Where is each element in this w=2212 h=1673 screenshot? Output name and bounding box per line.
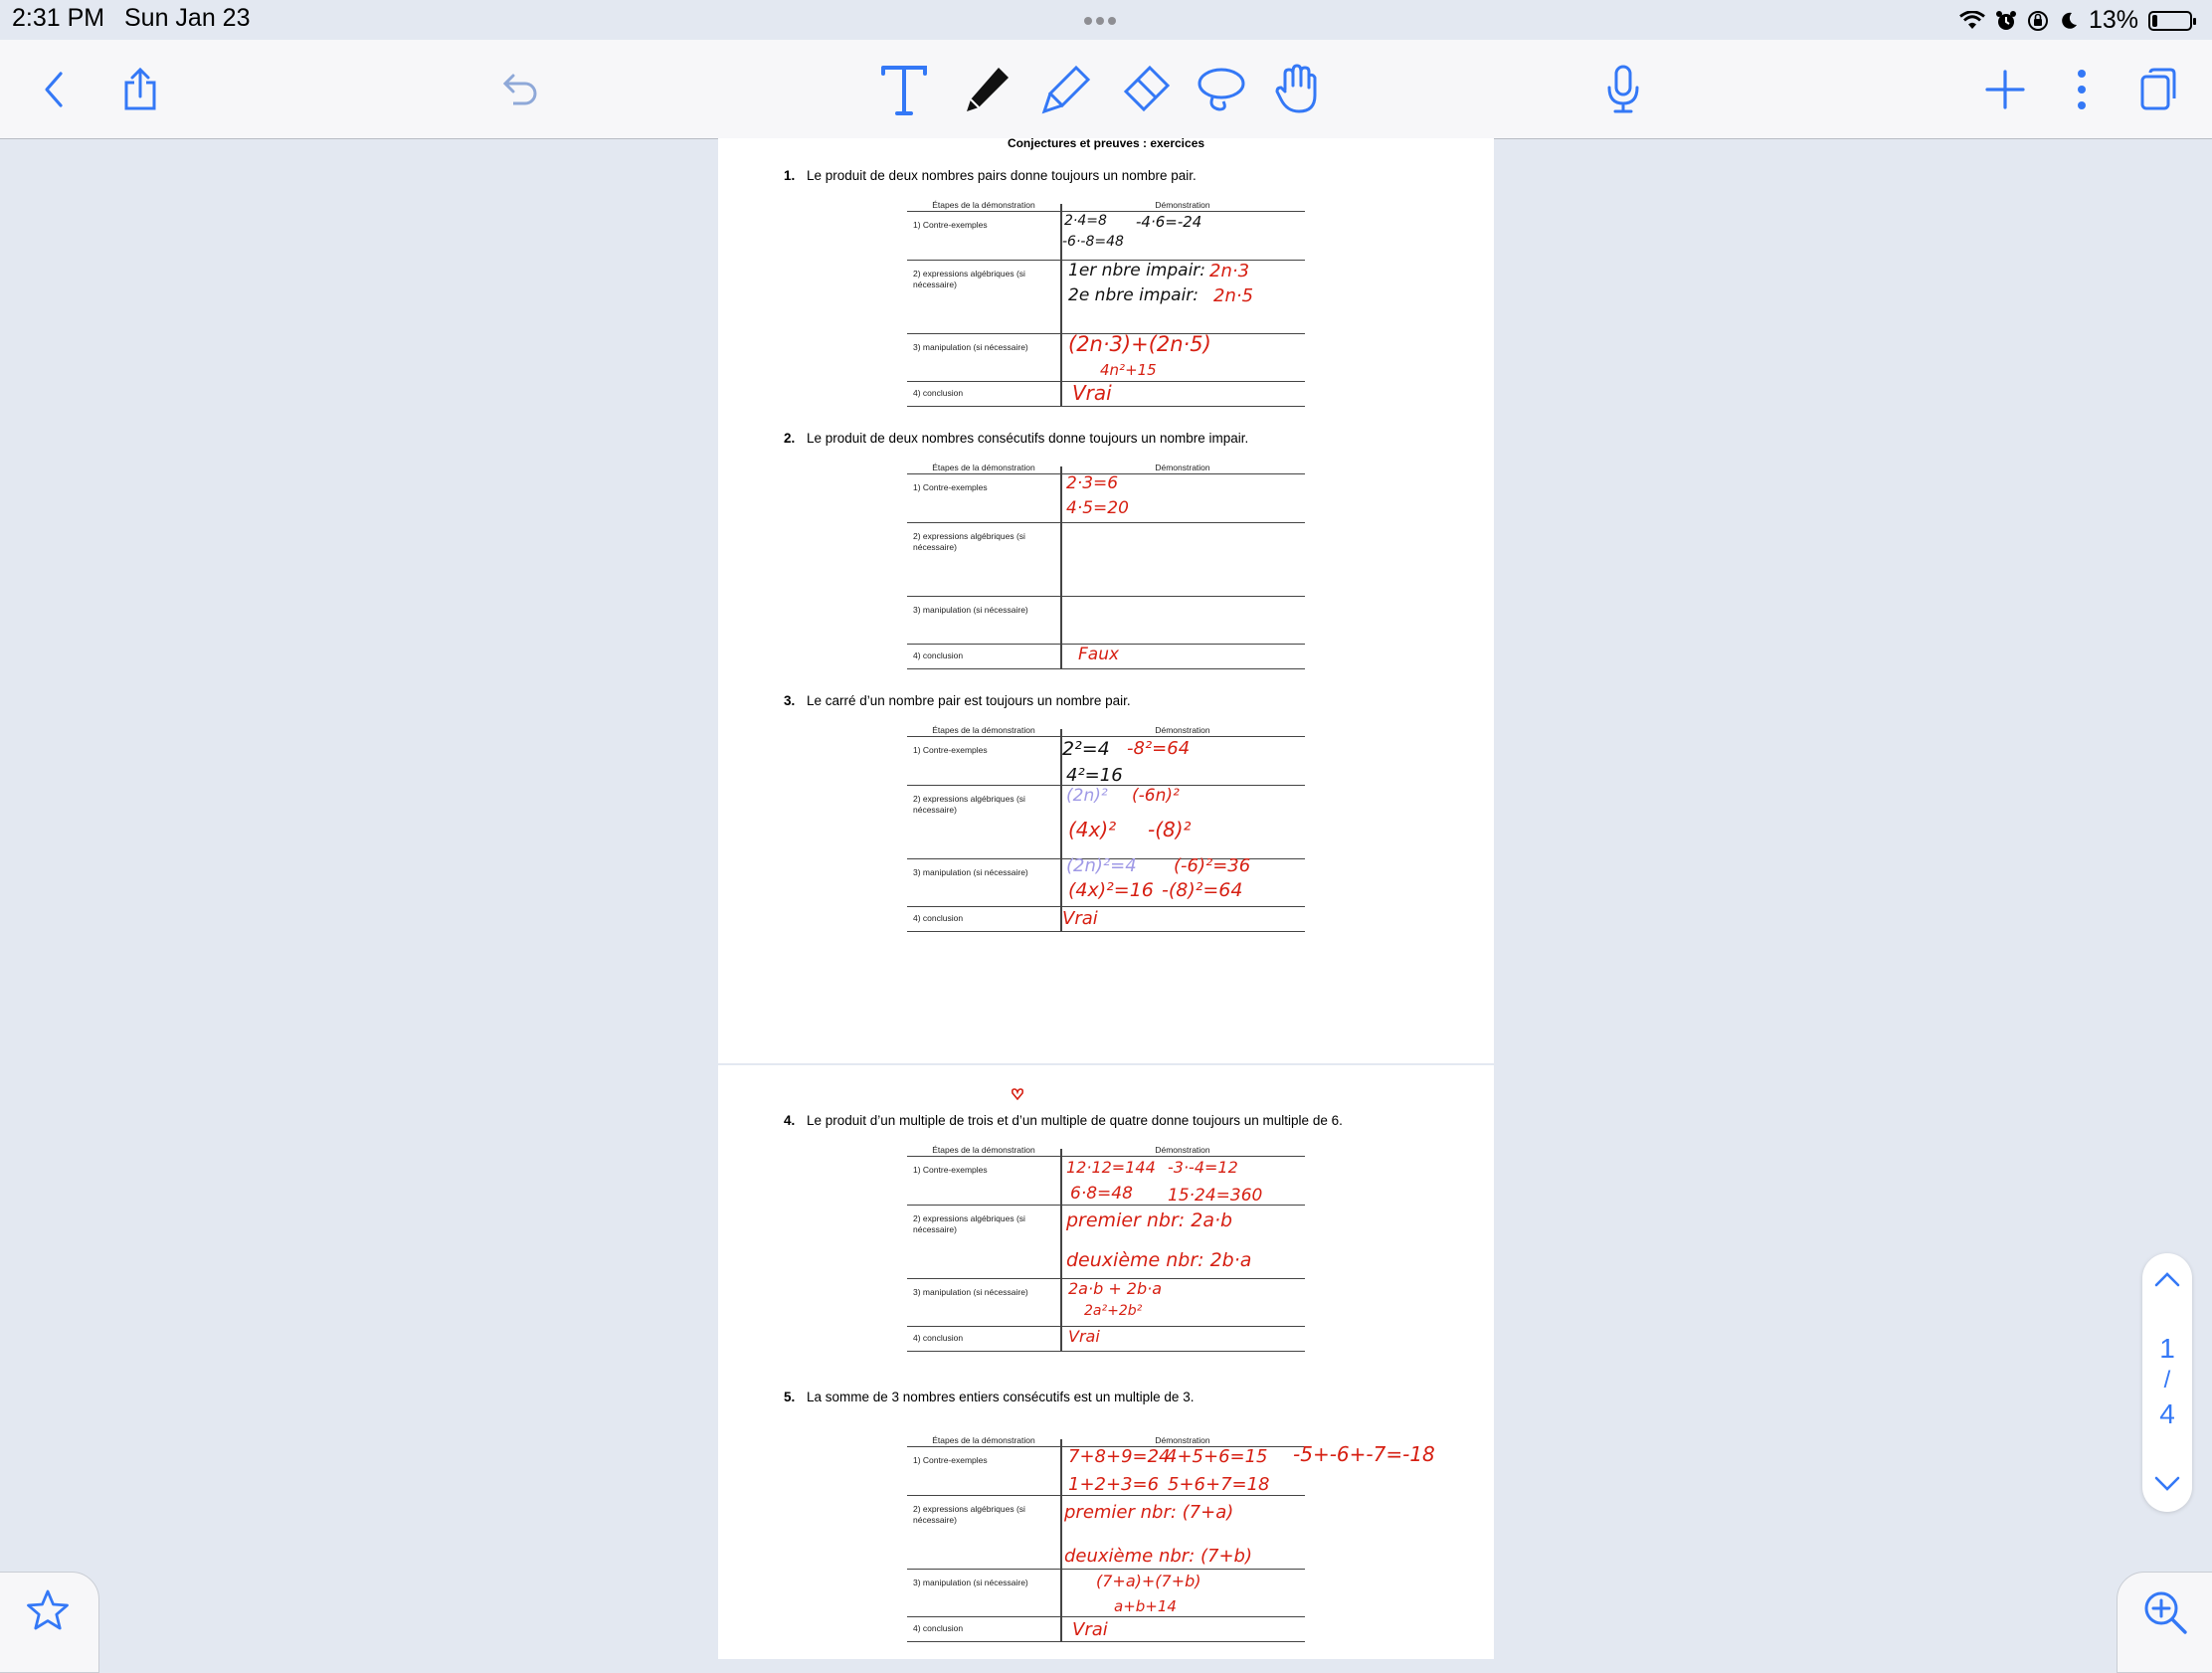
question-text: Le produit de deux nombres pairs donne toujours un nombre pair. <box>807 168 1197 183</box>
row-label: 2) expressions algébriques (si nécessaire) <box>913 269 1025 289</box>
question-number: 3. <box>784 693 796 708</box>
header-steps: Étapes de la démonstration <box>932 1435 1035 1445</box>
handwriting: 15·24=360 <box>1168 1186 1263 1206</box>
handwriting: 2·4=8 <box>1064 213 1107 229</box>
share-icon[interactable] <box>110 60 170 119</box>
hand-tool-icon[interactable] <box>1269 60 1329 119</box>
alarm-icon <box>1995 10 2017 32</box>
row-label: 4) conclusion <box>913 1623 964 1633</box>
highlighter-tool-icon[interactable] <box>1036 60 1096 119</box>
handwriting: Vrai <box>1072 1619 1108 1640</box>
row-label: 2) expressions algébriques (si nécessaire) <box>913 794 1025 815</box>
handwriting: -3·-4=12 <box>1168 1158 1238 1177</box>
battery-icon <box>2148 11 2192 31</box>
handwriting: Vrai <box>1062 908 1098 929</box>
handwriting: -6·-8=48 <box>1062 234 1124 250</box>
battery-percent: 13% <box>2088 6 2138 34</box>
header-steps: Étapes de la démonstration <box>932 200 1035 210</box>
chevron-down-icon[interactable] <box>2154 1476 2180 1492</box>
handwriting: (4x)²=16 <box>1068 879 1154 901</box>
handwriting: 4+5+6=15 <box>1166 1446 1268 1467</box>
handwriting: (7+a)+(7+b) <box>1096 1572 1201 1590</box>
header-demo: Démonstration <box>1155 1145 1210 1155</box>
handwriting: 7+8+9=24 <box>1068 1446 1171 1467</box>
header-demo: Démonstration <box>1155 463 1210 472</box>
question-number: 1. <box>784 168 796 183</box>
handwriting: (-6)²=36 <box>1174 855 1251 876</box>
row-label: 1) Contre-exemples <box>913 220 988 230</box>
handwriting: -(8)²=64 <box>1162 879 1243 901</box>
handwriting: (2n)² <box>1066 786 1108 806</box>
row-label: 3) manipulation (si nécessaire) <box>913 867 1028 877</box>
handwriting: Vrai <box>1068 1327 1100 1346</box>
question-number: 5. <box>784 1390 796 1404</box>
handwriting: 2n·5 <box>1213 285 1254 306</box>
header-demo: Démonstration <box>1155 200 1210 210</box>
handwriting: 1er nbre impair: <box>1068 261 1206 280</box>
header-demo: Démonstration <box>1155 725 1210 735</box>
status-indicators <box>1959 6 2192 35</box>
row-label: 2) expressions algébriques (si nécessaire) <box>913 1504 1025 1525</box>
row-label: 2) expressions algébriques (si nécessaire) <box>913 1213 1025 1234</box>
microphone-icon[interactable] <box>1593 60 1653 119</box>
row-label: 1) Contre-exemples <box>913 745 988 755</box>
handwriting: premier nbr: (7+a) <box>1064 1502 1234 1523</box>
row-label: 1) Contre-exemples <box>913 1165 988 1175</box>
question-2 <box>784 431 1248 446</box>
handwriting: 2a·b + 2b·a <box>1068 1279 1163 1298</box>
orientation-lock-icon <box>2027 10 2049 32</box>
handwriting: (2n·3)+(2n·5) <box>1068 332 1211 356</box>
eraser-tool-icon[interactable] <box>1114 60 1174 119</box>
status-bar <box>0 0 2212 40</box>
question-text: Le produit de deux nombres consécutifs donne toujours un nombre impair. <box>807 431 1249 446</box>
handwriting: -8²=64 <box>1127 738 1191 759</box>
handwriting: -4·6=-24 <box>1136 213 1202 231</box>
handwriting: (-6n)² <box>1132 786 1180 806</box>
page-divider <box>718 1063 1494 1065</box>
question-1 <box>784 168 1197 183</box>
question-text: La somme de 3 nombres entiers consécutifs est un multiple de 3. <box>807 1390 1195 1404</box>
handwriting: 5+6+7=18 <box>1168 1474 1270 1495</box>
handwriting: 4·5=20 <box>1066 498 1129 518</box>
row-label: 3) manipulation (si nécessaire) <box>913 342 1028 352</box>
back-icon[interactable] <box>24 60 84 119</box>
favorite-button[interactable] <box>0 1572 99 1673</box>
handwriting: Faux <box>1078 645 1120 664</box>
question-number: 2. <box>784 431 796 446</box>
pages-icon[interactable] <box>2128 60 2188 119</box>
handwriting: 2²=4 <box>1062 738 1110 760</box>
question-5 <box>784 1390 1194 1404</box>
handwriting: 2e nbre impair: <box>1068 285 1199 305</box>
row-label: 4) conclusion <box>913 913 964 923</box>
row-label: 4) conclusion <box>913 1333 964 1343</box>
handwriting: 2·3=6 <box>1066 473 1119 493</box>
lasso-tool-icon[interactable] <box>1192 60 1251 119</box>
header-steps: Étapes de la démonstration <box>932 1145 1035 1155</box>
row-label: 1) Contre-exemples <box>913 482 988 492</box>
handwriting: deuxième nbr: 2b·a <box>1066 1249 1252 1271</box>
status-time: 2:31 PM <box>12 4 105 32</box>
chevron-up-icon[interactable] <box>2154 1271 2180 1287</box>
question-number: 4. <box>784 1113 796 1128</box>
handwriting: deuxième nbr: (7+b) <box>1064 1546 1252 1567</box>
heart-icon <box>1011 1087 1024 1101</box>
handwriting: premier nbr: 2a·b <box>1066 1209 1233 1231</box>
document-title: Conjectures et preuves : exercices <box>1007 136 1205 150</box>
handwriting: -(8)² <box>1148 818 1192 841</box>
add-icon[interactable] <box>1975 60 2035 119</box>
row-label: 3) manipulation (si nécessaire) <box>913 1578 1028 1587</box>
pen-tool-icon[interactable] <box>957 60 1016 119</box>
row-label: 1) Contre-exemples <box>913 1455 988 1465</box>
handwriting: Vrai <box>1072 381 1112 405</box>
header-demo: Démonstration <box>1155 1435 1210 1445</box>
row-label: 4) conclusion <box>913 388 964 398</box>
row-label: 4) conclusion <box>913 651 964 660</box>
do-not-disturb-moon-icon <box>2059 11 2079 31</box>
row-label: 3) manipulation (si nécessaire) <box>913 1287 1028 1297</box>
multitasking-dots-icon[interactable] <box>1082 12 1118 30</box>
zoom-button[interactable] <box>2117 1572 2212 1673</box>
question-4 <box>784 1113 1343 1128</box>
star-icon <box>25 1588 71 1632</box>
handwriting: 4²=16 <box>1066 765 1123 786</box>
header-steps: Étapes de la démonstration <box>932 725 1035 735</box>
handwriting: 1+2+3=6 <box>1068 1474 1160 1495</box>
row-label: 3) manipulation (si nécessaire) <box>913 605 1028 615</box>
wifi-icon <box>1959 11 1985 31</box>
handwriting: -5+-6+-7=-18 <box>1293 1442 1435 1466</box>
question-text: Le carré d’un nombre pair est toujours un nombre pair. <box>807 693 1131 708</box>
handwriting: 2a²+2b² <box>1084 1303 1143 1319</box>
handwriting: a+b+14 <box>1114 1597 1177 1615</box>
header-steps: Étapes de la démonstration <box>932 463 1035 472</box>
handwriting: (2n)²=4 <box>1066 855 1137 876</box>
handwriting: 12·12=144 <box>1066 1158 1156 1177</box>
handwriting: 6·8=48 <box>1070 1184 1133 1204</box>
page-separator: / <box>2163 1367 2171 1394</box>
undo-icon[interactable] <box>491 60 551 119</box>
text-tool-icon[interactable] <box>874 60 934 119</box>
notes-toolbar <box>0 40 2212 139</box>
zoom-in-icon <box>2141 1588 2189 1636</box>
handwriting: (4x)² <box>1068 818 1117 841</box>
page-navigator <box>2142 1253 2192 1512</box>
question-text: Le produit d’un multiple de trois et d’un multiple de quatre donne toujours un multiple de 6. <box>807 1113 1343 1128</box>
question-3 <box>784 693 1131 708</box>
status-date: Sun Jan 23 <box>124 4 251 32</box>
handwriting: 2n·3 <box>1209 261 1250 281</box>
current-page: 1 <box>2159 1333 2175 1364</box>
more-icon[interactable] <box>2052 60 2112 119</box>
row-label: 2) expressions algébriques (si nécessaire) <box>913 531 1025 552</box>
handwriting: 4n²+15 <box>1100 361 1157 379</box>
total-pages: 4 <box>2159 1398 2175 1429</box>
